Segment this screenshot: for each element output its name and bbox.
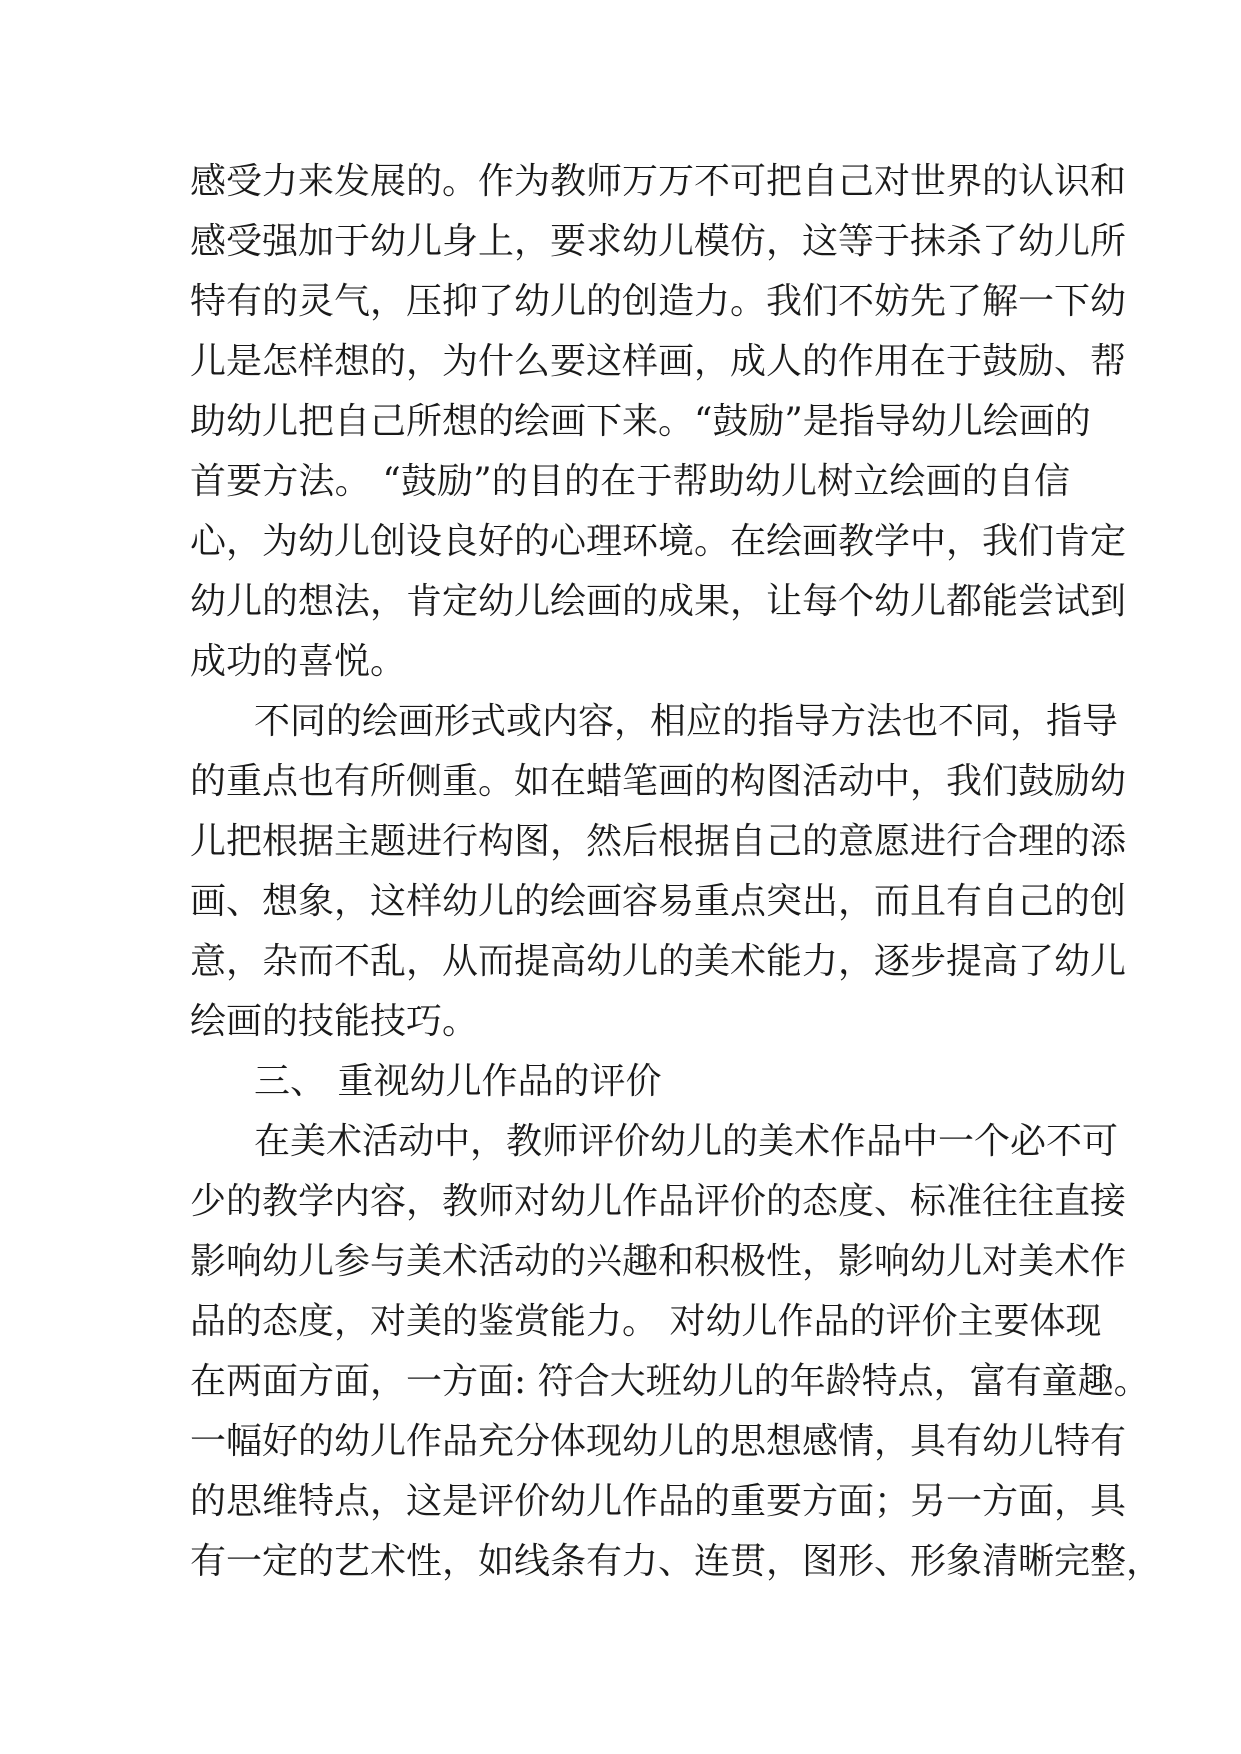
text-line: 一幅好的幼儿作品充分体现幼儿的思想感情，具有幼儿特有: [190, 1421, 1127, 1462]
text-line: 有一定的艺术性，如线条有力、连贯，图形、形象清晰完整，: [190, 1541, 1163, 1582]
text-line: 成功的喜悦。: [190, 641, 407, 682]
text-line: 感受力来发展的。作为教师万万不可把自己对世界的认识和: [190, 161, 1127, 202]
text-line: 的重点也有所侧重。如在蜡笔画的构图活动中，我们鼓励幼: [190, 761, 1127, 802]
paragraph-start-line: 不同的绘画形式或内容，相应的指导方法也不同，指导: [254, 701, 1119, 742]
section-heading: 三、 重视幼儿作品的评价: [254, 1061, 662, 1102]
text-line: 首要方法。 “鼓励”的目的在于帮助幼儿树立绘画的自信: [190, 461, 1070, 502]
body-text: [190, 152, 1163, 1592]
text-line: 幼儿的想法，肯定幼儿绘画的成果，让每个幼儿都能尝试到: [190, 581, 1127, 622]
text-line: 特有的灵气，压抑了幼儿的创造力。我们不妨先了解一下幼: [190, 281, 1127, 322]
text-line: 的思维特点，这是评价幼儿作品的重要方面；另一方面，具: [190, 1481, 1127, 1522]
text-line: 助幼儿把自己所想的绘画下来。“鼓励”是指导幼儿绘画的: [190, 401, 1091, 442]
text-line: 画、想象，这样幼儿的绘画容易重点突出，而且有自己的创: [190, 881, 1127, 922]
text-line: 心，为幼儿创设良好的心理环境。在绘画教学中，我们肯定: [190, 521, 1127, 562]
text-line: 儿是怎样想的，为什么要这样画，成人的作用在于鼓励、帮: [190, 341, 1127, 382]
text-line: 儿把根据主题进行构图，然后根据自己的意愿进行合理的添: [190, 821, 1127, 862]
text-line: 在两面方面，一方面: 符合大班幼儿的年龄特点，富有童趣。: [190, 1361, 1150, 1402]
text-line: 感受强加于幼儿身上，要求幼儿模仿，这等于抹杀了幼儿所: [190, 221, 1127, 262]
text-line: 意，杂而不乱，从而提高幼儿的美术能力，逐步提高了幼儿: [190, 941, 1127, 982]
text-line: 少的教学内容，教师对幼儿作品评价的态度、标准往往直接: [190, 1181, 1127, 1222]
text-line: 影响幼儿参与美术活动的兴趣和积极性，影响幼儿对美术作: [190, 1241, 1127, 1282]
text-line: 品的态度，对美的鉴赏能力。 对幼儿作品的评价主要体现: [190, 1301, 1102, 1342]
paragraph-start-line: 在美术活动中，教师评价幼儿的美术作品中一个必不可: [254, 1121, 1119, 1162]
text-line: 绘画的技能技巧。: [190, 1001, 479, 1042]
